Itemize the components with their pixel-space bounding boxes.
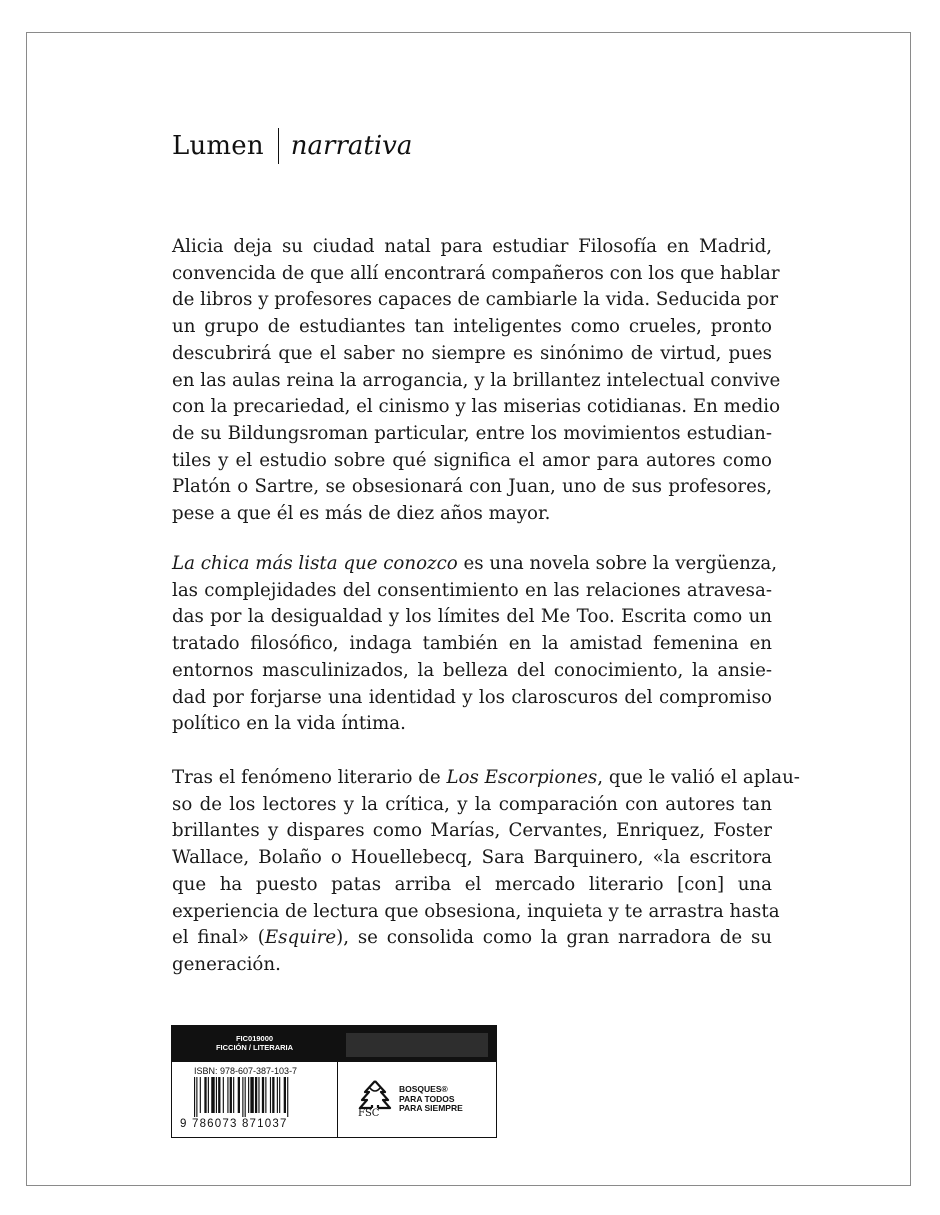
synopsis-paragraph-3 [172,765,800,979]
barcode-bar [242,1077,243,1117]
text-line: so de los lectores y la crítica, y la comparación con autores tan [172,793,772,815]
bisac-label [172,1026,337,1062]
text-line: experiencia de lectura que obsesiona, inquieta y te arrastra hasta [172,900,780,922]
bisac-code: FIC019000 [235,1034,274,1043]
text-line: de libros y profesores capaces de cambiarle la vida. Seducida por [172,289,779,311]
barcode-bar [284,1077,286,1113]
barcode-bar [287,1077,288,1117]
product-info-box [171,1025,497,1138]
text-line: Alicia deja su ciudad natal para estudiar Filosofía en Madrid, [172,236,772,257]
fsc-label: FSC [358,1108,380,1119]
text-fragment: Tras el fenómeno literario de [172,767,447,788]
press-source: Esquire [264,927,337,949]
barcode-bar [216,1077,217,1113]
barcode-bar [265,1077,266,1113]
barcode-bar [277,1077,278,1113]
text-line: convencida de que allí encontrará compañeros con los que hablar [172,262,780,284]
barcode-bar [211,1077,214,1113]
text-line: descubrirá que el saber no siempre es sinónimo de virtud, pues [172,342,772,364]
price-box [346,1033,488,1057]
barcode-bar [238,1077,240,1113]
text-line: dad por forjarse una identidad y los claroscuros del compromiso [172,686,772,708]
text-line: con la precariedad, el cinismo y las miserias cotidianas. En medio [172,396,781,418]
barcode-bar [233,1077,234,1113]
text-line: político en la vida íntima. [172,713,406,735]
text-fragment: , que le valió el aplau- [597,767,800,788]
synopsis-paragraph-2 [172,551,777,738]
barcode-digits: 9 786073 871037 [180,1118,288,1130]
barcode-bar [200,1077,201,1113]
barcode-bar [250,1077,253,1113]
forest-line: PARA TODOS [399,1093,455,1104]
barcode-bar [196,1077,197,1117]
text-line: un grupo de estudiantes tan inteligentes como crueles, pronto [172,316,772,338]
barcode-bar [223,1077,224,1113]
text-line: pese a que él es más de diez años mayor. [172,503,551,525]
barcode-bar [208,1077,209,1113]
text-line: das por la desigualdad y los límites del Me Too. Escrita como un [172,606,772,628]
previous-book-title: Los Escorpiones [446,767,598,788]
barcode [194,1077,322,1117]
text-fragment: es una novela sobre la vergüenza, [457,553,777,574]
barcode-bar [258,1077,259,1113]
barcode-bar [218,1077,220,1113]
text-line: Wallace, Bolaño o Houellebecq, Sara Barquinero, «la escritora [172,847,772,869]
text-line [172,925,772,952]
barcode-bar [204,1077,206,1113]
text-fragment: ), se consolida como la gran narradora de su [336,927,773,949]
bisac-category: FICCIÓN / LITERARIA [215,1043,294,1052]
text-line: brillantes y dispares como Marías, Cervantes, Enriquez, Foster [172,820,772,842]
forest-line: PARA SIEMPRE [399,1103,463,1113]
barcode-bar [270,1077,271,1113]
text-line [172,765,800,792]
synopsis-paragraph-1 [172,234,781,528]
text-line: tiles y el estudio sobre qué significa el amor para autores como [172,449,772,471]
text-line: tratado filosófico, indaga también en la amistad femenina en [172,633,772,655]
barcode-bar [227,1077,228,1113]
barcode-bar [255,1077,257,1113]
text-line: que ha puesto patas arriba el mercado literario [con] una [172,873,772,895]
barcode-bar [230,1077,232,1113]
barcode-bar [245,1077,246,1117]
barcode-bar [262,1077,264,1113]
forest-line: BOSQUES® [399,1084,448,1094]
isbn-number: ISBN: 978-607-387-103-7 [194,1066,298,1076]
barcode-bar [279,1077,280,1113]
collection-name: narrativa [290,131,413,161]
text-fragment: el final» ( [172,927,265,949]
barcode-bar [194,1077,195,1117]
publisher-logo: Lumen [172,131,264,161]
text-line: en las aulas reina la arrogancia, y la brillantez intelectual convive [172,369,781,391]
book-title: La chica más lista que conozco [172,553,458,574]
text-line: de su Bildungsroman particular, entre los movimientos estudian- [172,422,772,444]
text-line: Platón o Sartre, se obsesionará con Juan, uno de sus profesores, [172,476,772,498]
text-line: las complejidades del consentimiento en las relaciones atravesa- [172,579,772,601]
text-line: entornos masculinizados, la belleza del conocimiento, la ansie- [172,659,772,681]
forest-certification-text [399,1085,463,1114]
imprint-divider [278,128,279,164]
text-line: generación. [172,953,281,975]
text-line [172,551,777,578]
barcode-bar [248,1077,249,1113]
barcode-bar [272,1077,274,1113]
publisher-imprint [172,128,412,164]
